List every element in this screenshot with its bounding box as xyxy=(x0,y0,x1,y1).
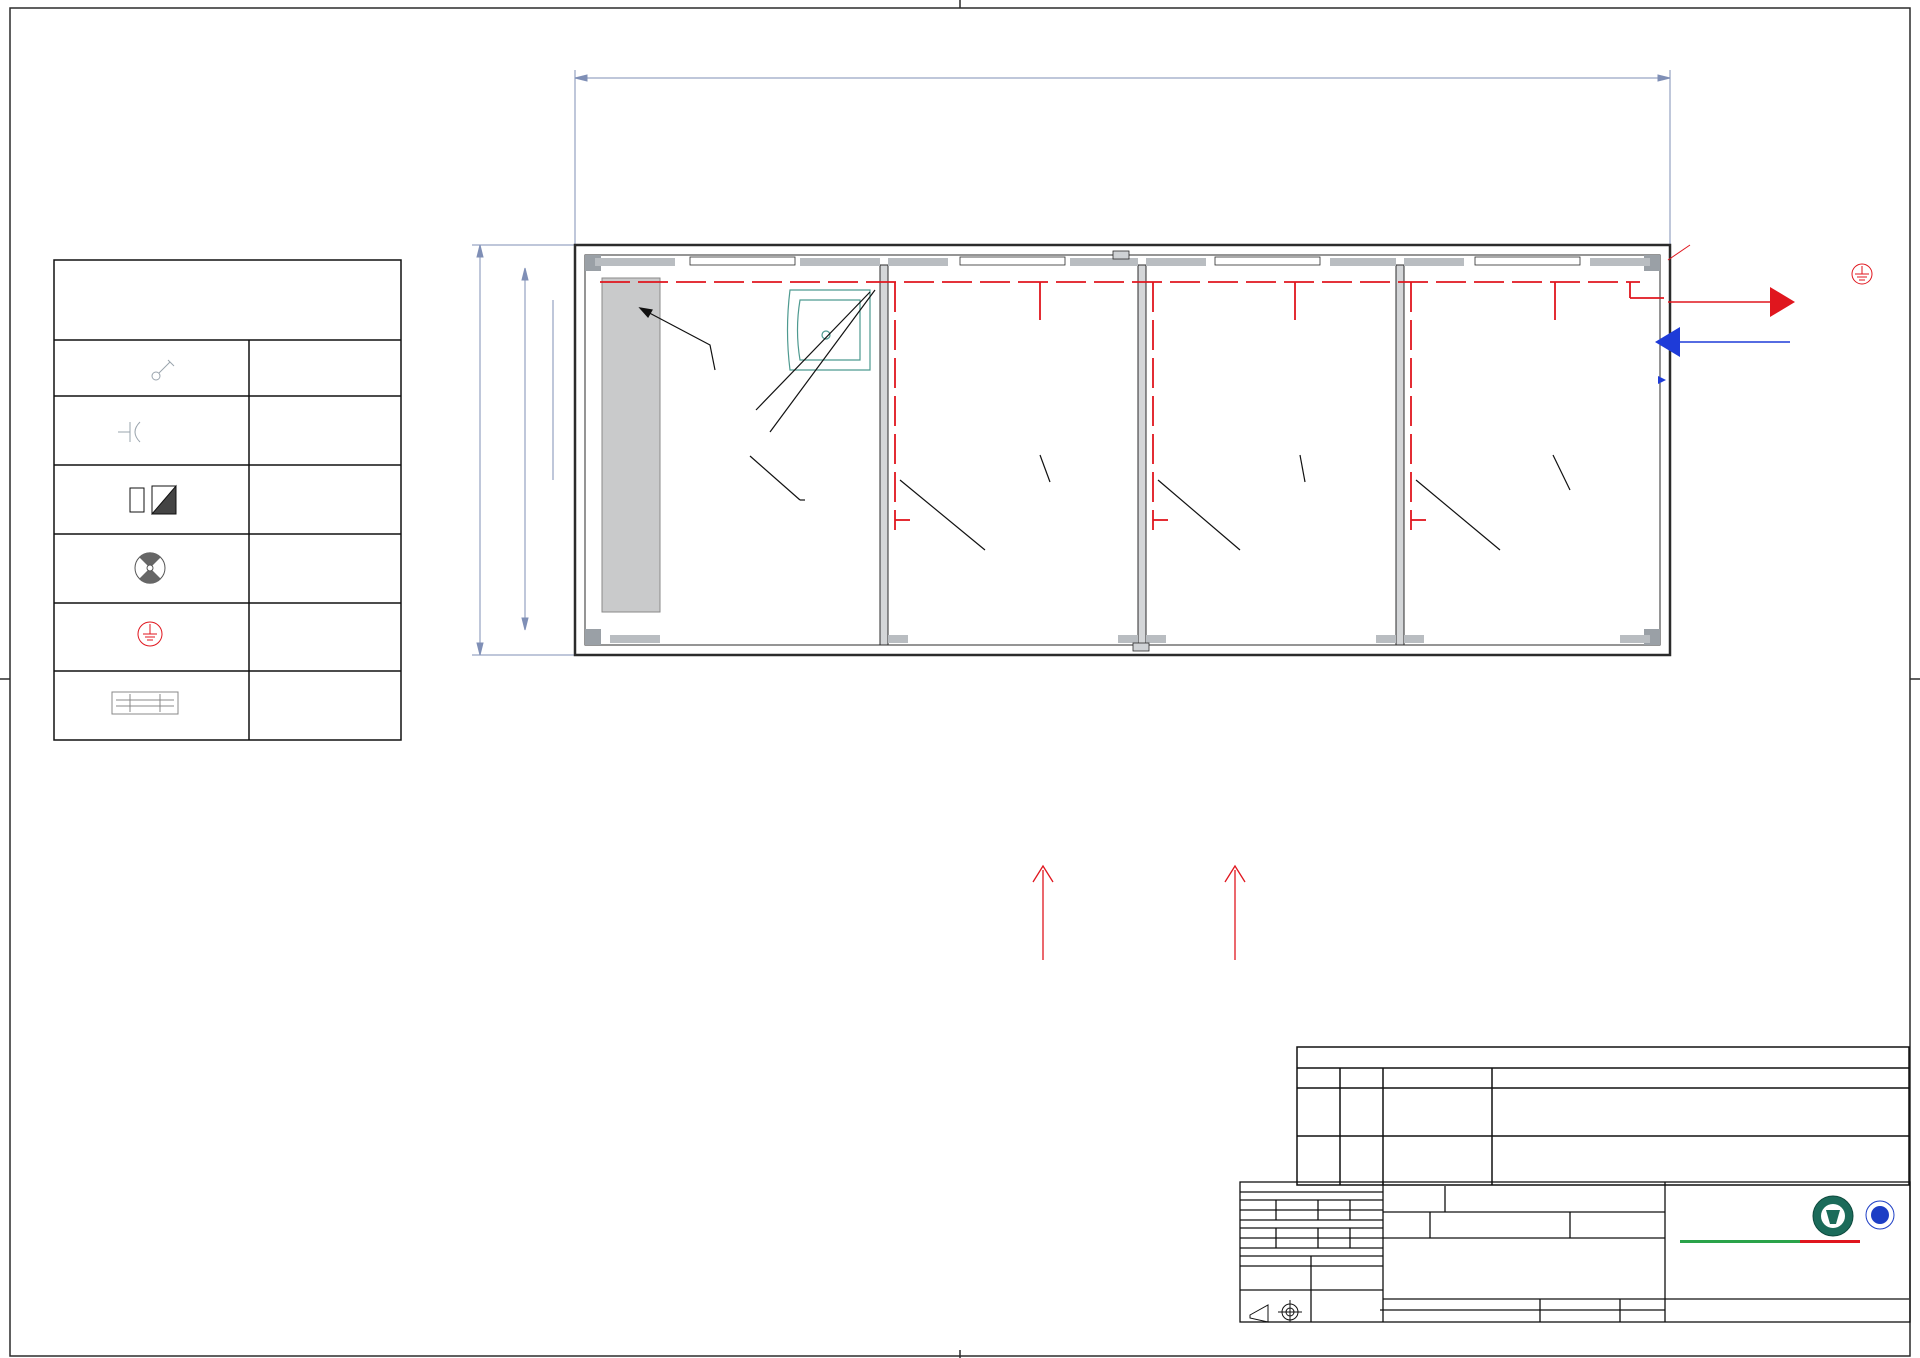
switch-icon xyxy=(152,360,174,380)
legend-frame xyxy=(54,260,401,740)
urinal-trough xyxy=(602,278,660,612)
convector-icon xyxy=(112,692,178,714)
side-dimension xyxy=(472,245,575,655)
outlet-arrow-icon xyxy=(1668,287,1795,317)
sink-fixture xyxy=(788,290,871,370)
lamp-icon xyxy=(135,552,165,584)
ground-legend-icon xyxy=(138,622,162,646)
electrical-panel-icon xyxy=(130,486,176,514)
inlet-arrow-icon xyxy=(1655,327,1790,384)
quality-system-logo xyxy=(1866,1201,1894,1229)
schuko-socket-icon xyxy=(118,422,140,442)
sheet-border xyxy=(10,8,1910,1356)
top-dimension xyxy=(575,70,1670,245)
title-block-frame xyxy=(1240,1182,1910,1322)
leader-lines xyxy=(640,290,1570,550)
projection-symbol-icon xyxy=(1250,1300,1302,1322)
forklift-passage-arrows xyxy=(1033,866,1245,960)
parts-list-frame xyxy=(1297,1047,1909,1185)
certification-logo xyxy=(1813,1196,1853,1236)
ground-icon xyxy=(1852,264,1872,284)
container-walls xyxy=(575,245,1670,655)
